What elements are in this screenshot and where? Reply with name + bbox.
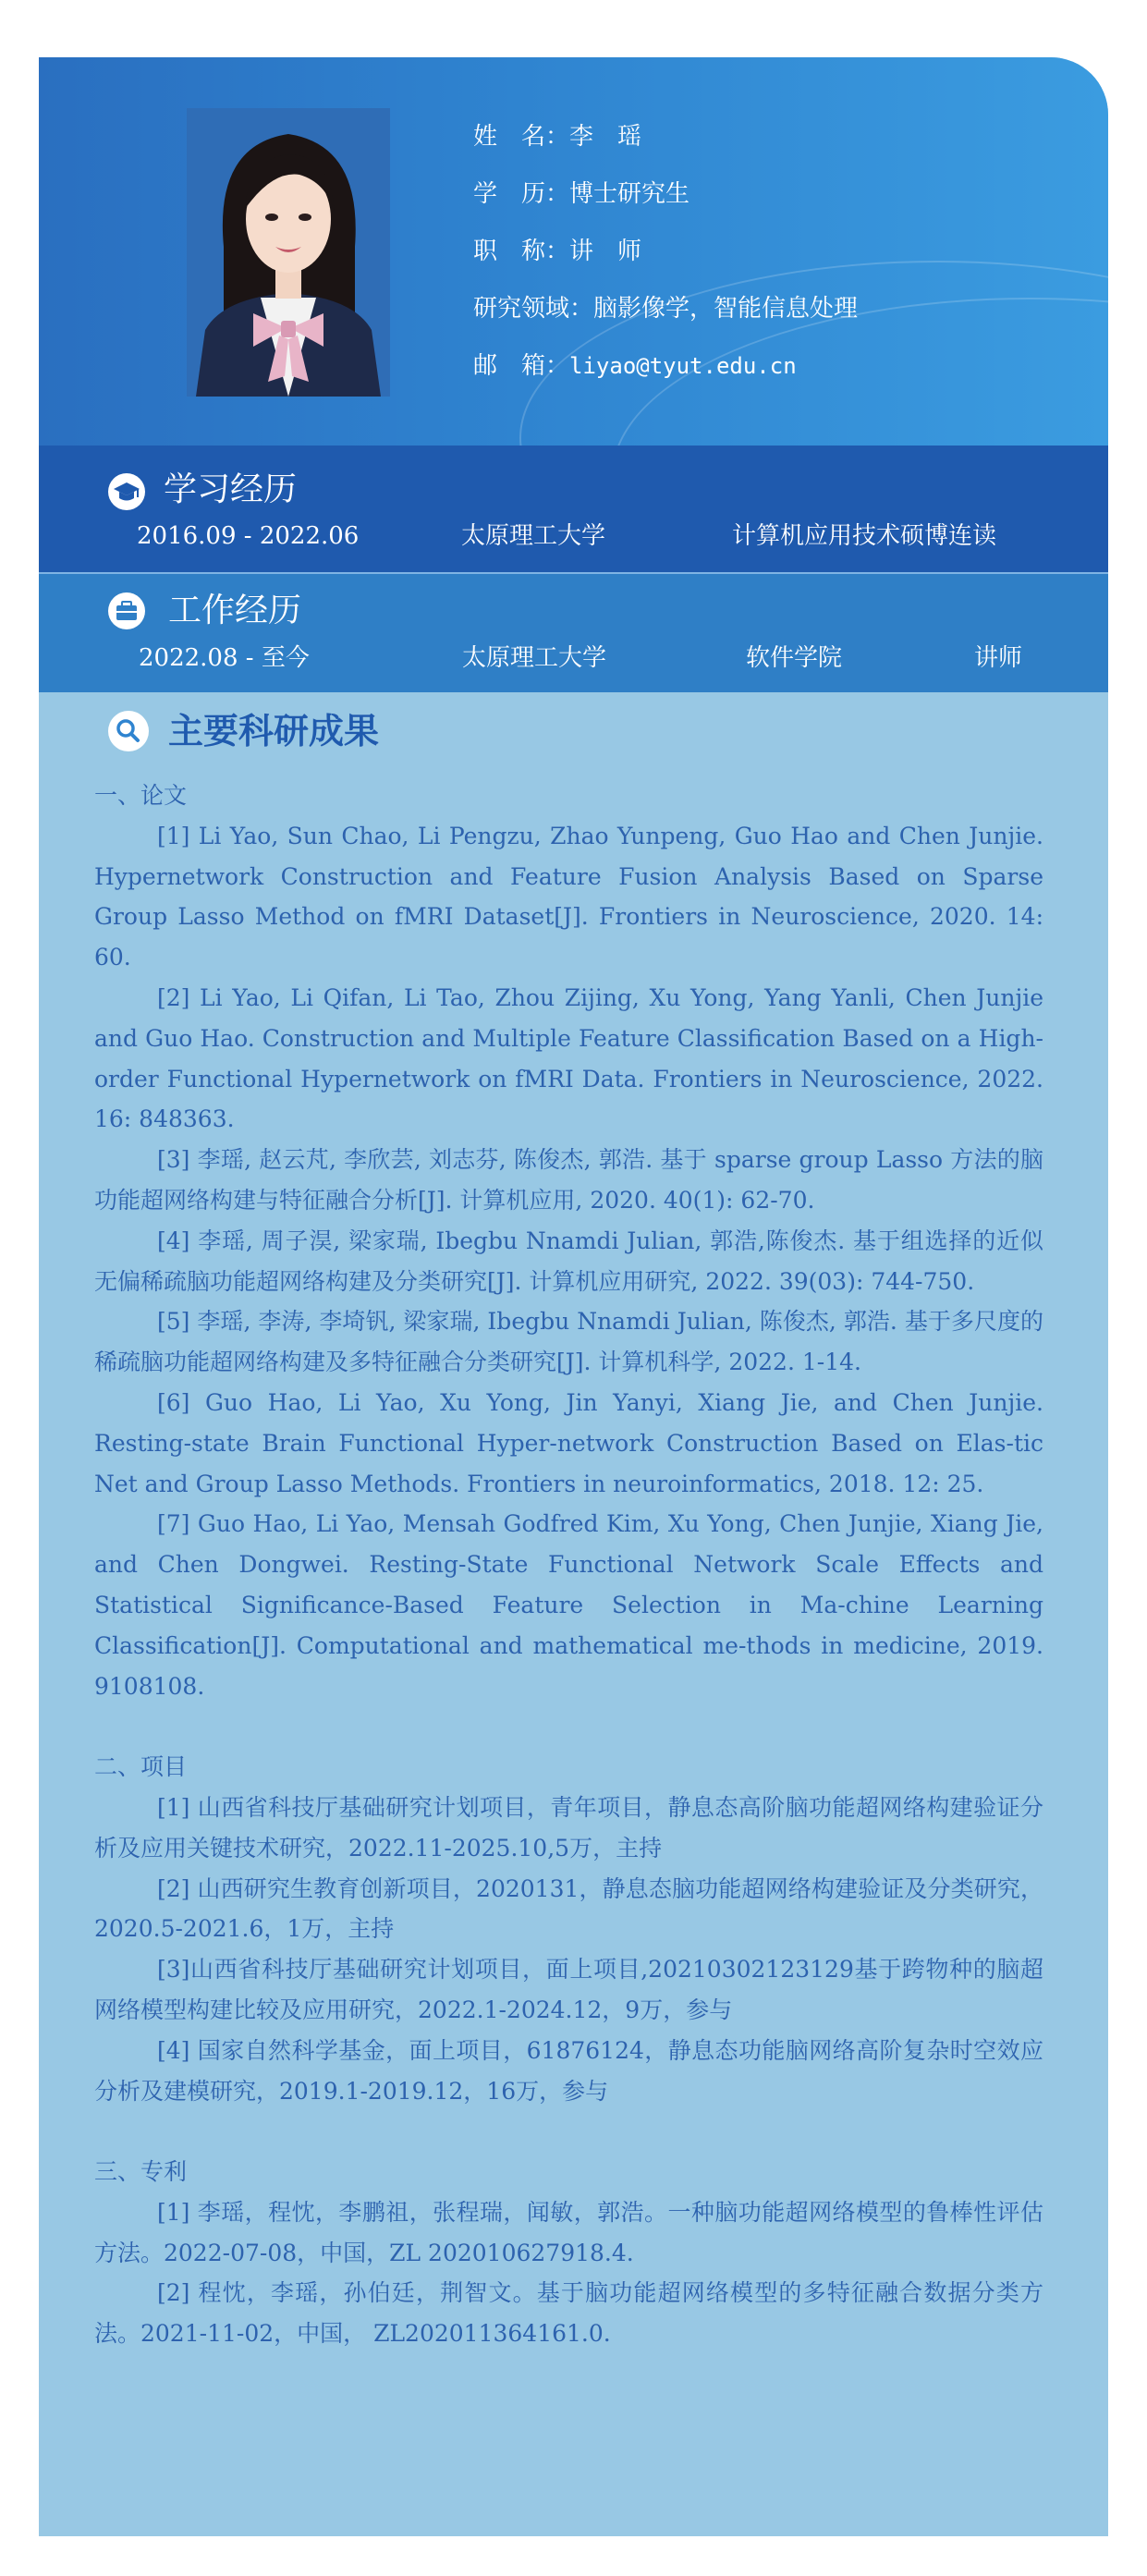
magnifier-icon	[108, 711, 149, 751]
field-label: 研究领域：	[473, 295, 594, 323]
education-period: 2016.09 - 2022.06	[137, 522, 360, 550]
project-item: [2] 山西研究生教育创新项目，2020131，静息态脑功能超网络构建验证及分类研究，2020.5-2021.6，1万，主持	[94, 1874, 1043, 1943]
project-item: [1] 山西省科技厅基础研究计划项目，青年项目，静息态高阶脑功能超网络构建验证分析及应用关键技术研究，2022.11-2025.10,5万，主持	[94, 1793, 1043, 1862]
field-row	[473, 294, 858, 351]
project-item: [4] 国家自然科学基金，面上项目，61876124，静息态功能脑网络高阶复杂时空效应分析及建模研究，2019.1-2019.12，16万，参与	[94, 2036, 1043, 2105]
resume-card	[39, 57, 1108, 2536]
email-row	[473, 351, 858, 409]
title-row	[473, 237, 858, 294]
paper-item: [5] 李瑶, 李涛, 李埼钒, 梁家瑞, Ibegbu Nnamdi Julian, 陈俊杰, 郭浩. 基于多尺度的稀疏脑功能超网络构建及多特征融合分类研究[J]. 计算机科学, 2022. 1-14.	[94, 1308, 1043, 1376]
paper-item: [4] 李瑶, 周子淏, 梁家瑞, Ibegbu Nnamdi Julian, 郭浩,陈俊杰. 基于组选择的近似无偏稀疏脑功能超网络构建及分类研究[J]. 计算机应用研究, 2022. 39(03): 744-750.	[94, 1227, 1043, 1295]
papers-heading: 一、论文	[94, 782, 188, 809]
patent-item: [2] 程忱，李瑶，孙伯廷，荆智文。基于脑功能超网络模型的多特征融合数据分类方法。2021-11-02，中国， ZL202011364161.0.	[94, 2279, 1043, 2348]
work-section	[39, 572, 1108, 692]
graduation-cap-icon	[108, 473, 145, 510]
paper-item: [1] Li Yao, Sun Chao, Li Pengzu, Zhao Yunpeng, Guo Hao and Chen Junjie. Hypernetwork Construction and Feature Fusion Analysis Based on Sparse Group Lasso Method on fMRI Dataset[J]. Frontiers in Neuroscience, 2020. 14: 60.	[94, 822, 1043, 971]
email-label: 邮 箱：	[473, 352, 570, 380]
work-period: 2022.08 - 至今	[139, 644, 310, 672]
name-label: 姓 名：	[473, 123, 570, 151]
education-label: 学 历：	[473, 180, 570, 208]
paper-item: [7] Guo Hao, Li Yao, Mensah Godfred Kim, Xu Yong, Chen Junjie, Xiang Jie, and Chen Dongwei. Resting-State Functional Network Scale Effects and Statistical Significance-Based Feature Selection in Ma-chine Learning Classification[J]. Computational and mathematical me-thods in medicine, 2019. 9108108.	[94, 1510, 1043, 1700]
title-value: 讲 师	[569, 238, 642, 265]
paper-item: [2] Li Yao, Li Qifan, Li Tao, Zhou Zijing, Xu Yong, Yang Yanli, Chen Junjie and Guo Hao. Construction and Multiple Feature Classification Based on a High-order Functional Hypernetwork on fMRI Data. Frontiers in Neuroscience, 2022. 16: 848363.	[94, 983, 1043, 1133]
name-value: 李 瑶	[569, 123, 642, 151]
profile-header	[39, 57, 1108, 446]
research-heading: 主要科研成果	[168, 711, 380, 751]
project-item: [3]山西省科技厅基础研究计划项目，面上项目,20210302123129基于跨物种的脑超网络模型构建比较及应用研究，2022.1-2024.12，9万，参与	[94, 1956, 1043, 2023]
spacer	[94, 1706, 1043, 1747]
education-section	[39, 446, 1108, 572]
education-school: 太原理工大学	[461, 522, 606, 550]
profile-photo	[187, 108, 390, 397]
patent-item: [1] 李瑶，程忱，李鹏祖，张程瑞，闻敏，郭浩。一种脑功能超网络模型的鲁棒性评估方法。2022-07-08，中国，ZL 202010627918.4.	[94, 2198, 1043, 2266]
field-value: 脑影像学，智能信息处理	[593, 295, 859, 323]
briefcase-icon	[108, 592, 145, 629]
spacer	[94, 2111, 1043, 2152]
work-department: 软件学院	[746, 644, 843, 672]
projects-heading: 二、项目	[94, 1753, 188, 1781]
profile-info	[473, 122, 858, 409]
patents-heading: 三、专利	[94, 2158, 188, 2186]
paper-item: [6] Guo Hao, Li Yao, Xu Yong, Jin Yanyi, Xiang Jie, and Chen Junjie. Resting-state Brain Functional Hyper-network Construction Based on Elas-tic Net and Group Lasso Methods. Frontiers in neuroinformatics, 2018. 12: 25.	[94, 1388, 1043, 1497]
work-position: 讲师	[974, 644, 1023, 672]
work-heading: 工作经历	[168, 592, 302, 629]
education-heading: 学习经历	[164, 470, 298, 508]
work-organization: 太原理工大学	[462, 644, 607, 672]
email-value[interactable]: liyao@tyut.edu.cn	[569, 353, 797, 379]
paper-item: [3] 李瑶, 赵云芃, 李欣芸, 刘志芬, 陈俊杰, 郭浩. 基于 sparse group Lasso 方法的脑功能超网络构建与特征融合分析[J]. 计算机应用, 2020. 40(1): 62-70.	[94, 1146, 1043, 1214]
research-body	[94, 775, 1043, 2354]
education-row	[473, 179, 858, 237]
title-label: 职 称：	[473, 238, 570, 265]
education-value: 博士研究生	[569, 180, 690, 208]
education-major: 计算机应用技术硕博连读	[732, 522, 997, 550]
name-row	[473, 122, 858, 179]
